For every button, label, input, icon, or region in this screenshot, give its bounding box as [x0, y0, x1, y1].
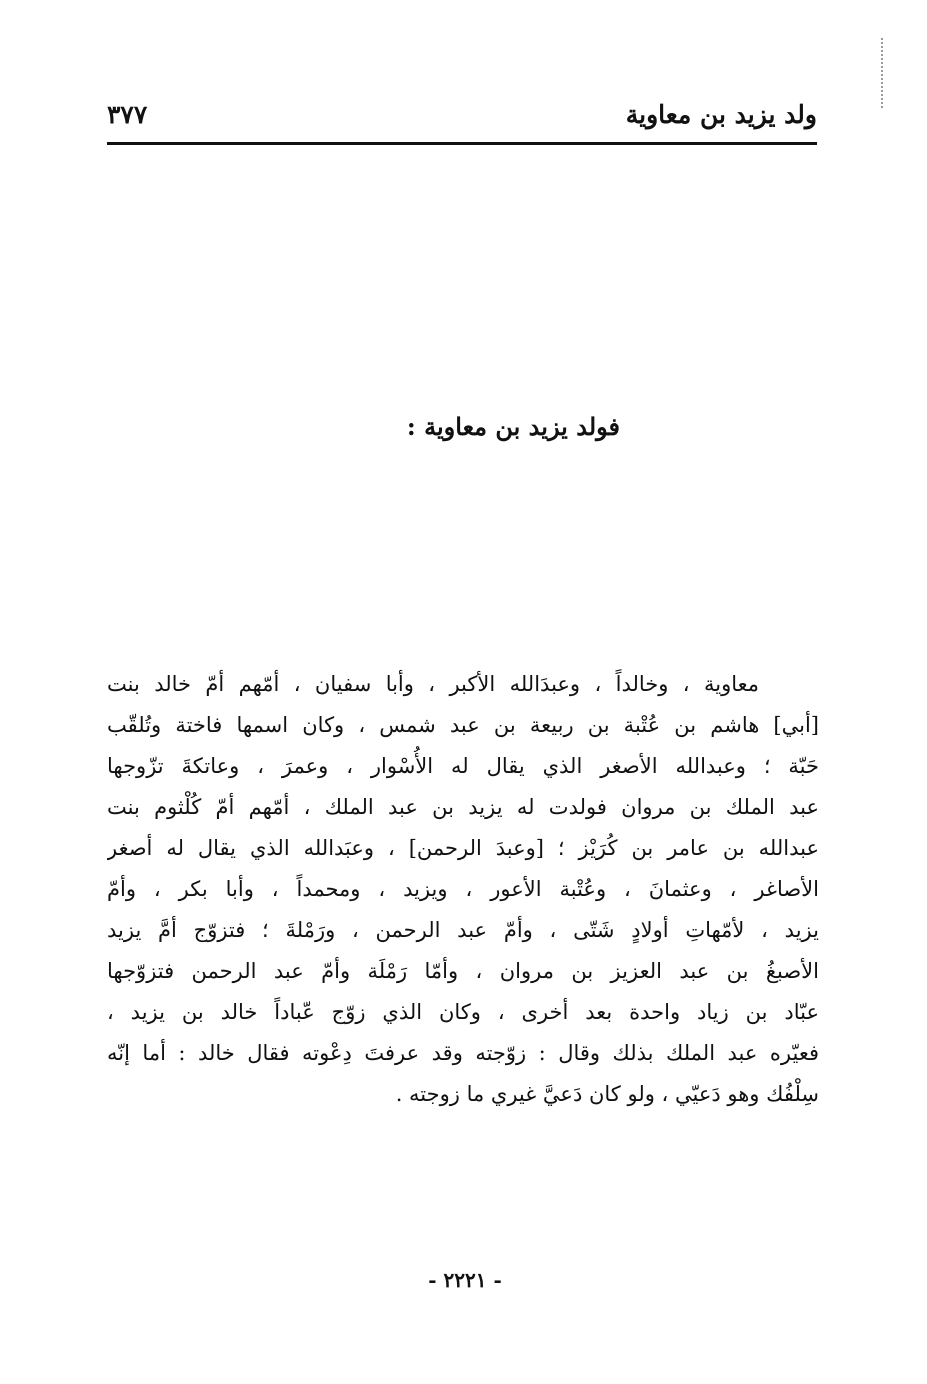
- header-rule: [107, 142, 817, 145]
- running-title: ولد يزيد بن معاوية: [625, 100, 817, 129]
- body-line: سِلْفُك وهو دَعيّي ، ولو كان دَعيَّ غيري ما زوجته .: [395, 1082, 819, 1106]
- body-line: عبدالله بن عامر بن كُرَيْز ؛ [وعبدَ الرحمن] ، وعبَدالله الذي يقال له أصغر: [107, 836, 819, 860]
- body-line: الأصاغر ، وعثمانَ ، وعُتْبة الأعور ، ويزيد ، ومحمداً ، وأبا بكر ، وأمّ: [107, 877, 819, 901]
- body-paragraph: [107, 664, 819, 1115]
- running-header: [107, 98, 817, 138]
- body-line: عبد الملك بن مروان فولدت له يزيد بن عبد الملك ، أمّهم أمّ كُلْثوم بنت: [107, 795, 819, 819]
- body-line: [أبي] هاشم بن عُتْبة بن ربيعة بن عبد شمس ، وكان اسمها فاختة وتُلقّب: [107, 713, 819, 737]
- body-line: معاوية ، وخالداً ، وعبدَالله الأكبر ، وأبا سفيان ، أمّهم أمّ خالد بنت: [107, 672, 759, 696]
- footer-page-number: - ٢٢٢١ -: [428, 1268, 502, 1292]
- body-line: فعيّره عبد الملك بذلك وقال : زوّجته وقد عرفتَ دِعْوته فقال خالد : أما إنّه: [107, 1041, 819, 1065]
- body-line: عبّاد بن زياد واحدة بعد أخرى ، وكان الذي زوّج عّباداً خالد بن يزيد ،: [107, 1000, 819, 1024]
- body-line: يزيد ، لأمّهاتِ أولادٍ شَتّى ، وأمّ عبد الرحمن ، ورَمْلةَ ؛ فتزوّج أمَّ يزيد: [107, 918, 819, 942]
- section-heading: فولد يزيد بن معاوية :: [406, 412, 620, 441]
- body-line: حَبّة ؛ وعبدالله الأصغر الذي يقال له الأُسْوار ، وعمرَ ، وعاتكةَ تزّوجها: [107, 754, 819, 778]
- margin-dots: [881, 38, 887, 108]
- body-line: الأصبغُ بن عبد العزيز بن مروان ، وأمّا رَمْلَة وأمّ عبد الرحمن فتزوّجها: [107, 959, 819, 983]
- page-number: ٣٧٧: [107, 100, 148, 129]
